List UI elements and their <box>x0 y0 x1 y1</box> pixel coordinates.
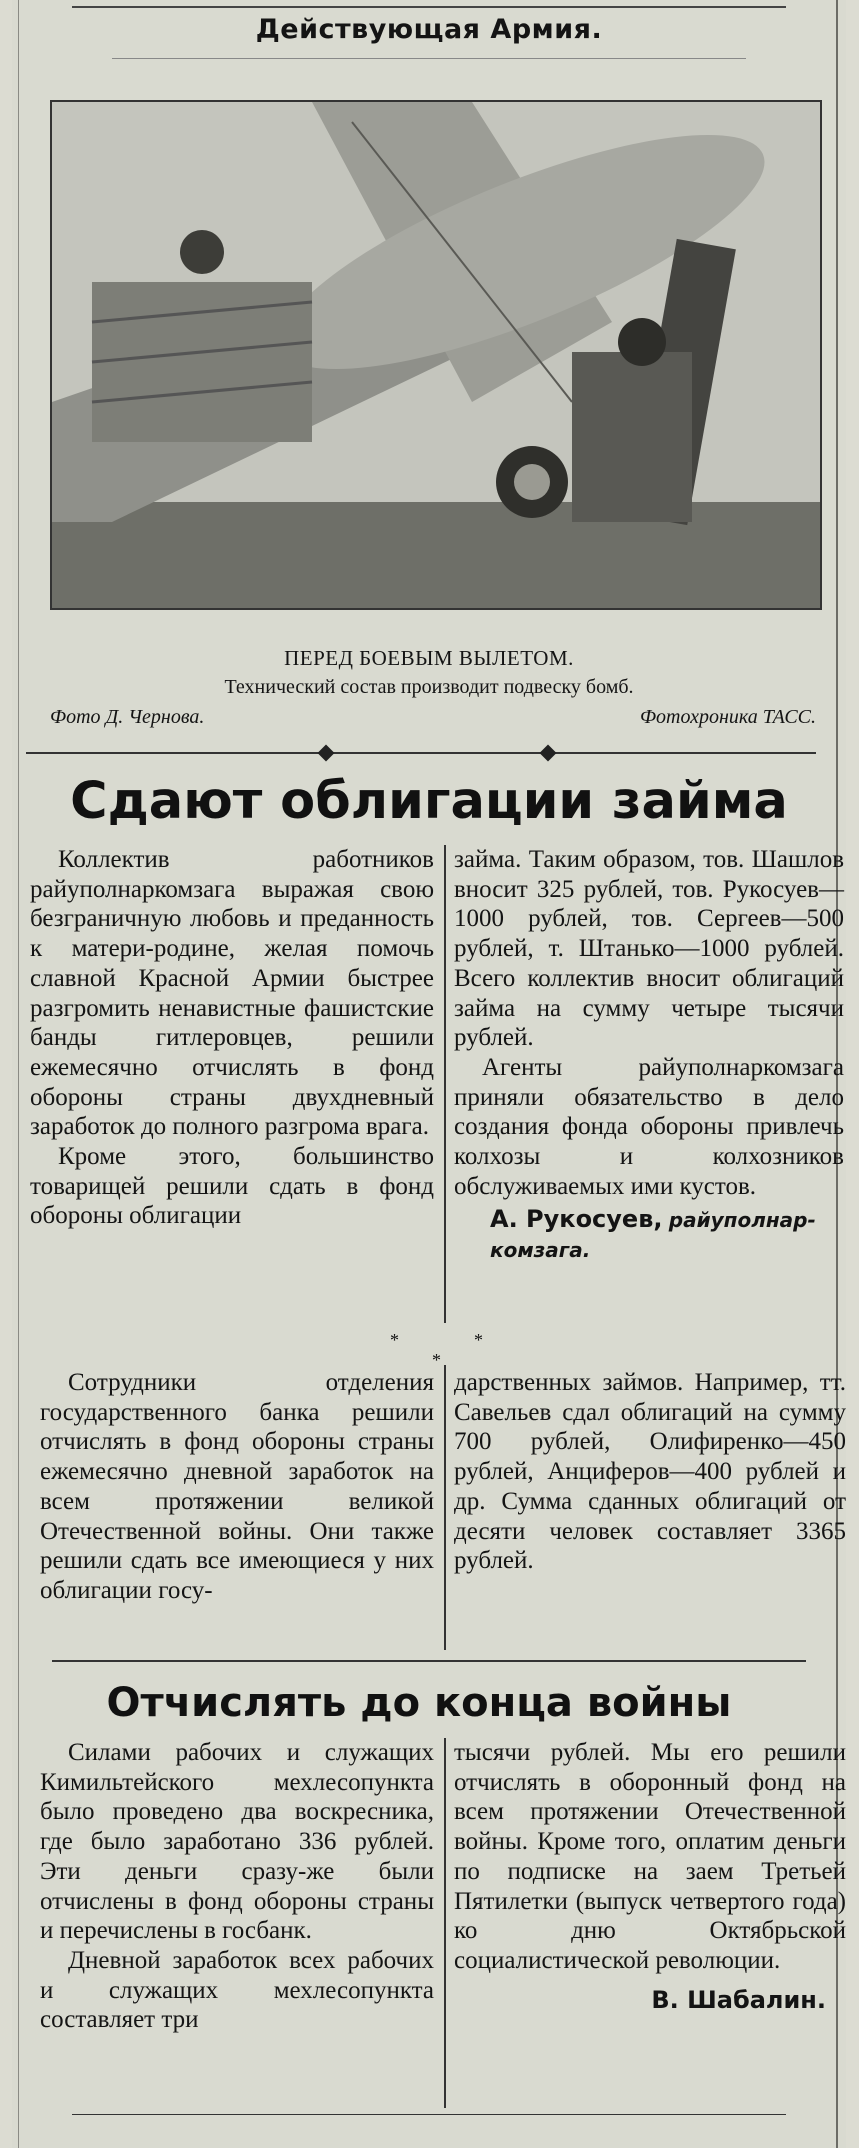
article-headline-war: Отчислять до конца войны <box>106 1680 732 1726</box>
article2-left-column <box>40 1368 434 1606</box>
column-rule <box>444 1365 446 1650</box>
airplane-illustration <box>52 102 820 608</box>
section-divider <box>52 1660 806 1662</box>
article1-paragraph: Коллектив работников райуполнаркомзага выражая свою безграничную любовь и преданность к матери-родине, желая помочь славной Красной Армии быстрее разгромить ненавистные фашистские банды гитлеровцев, решили ежемесячно отчислять в фонд обороны страны двухдневный заработок до полного разгрома врага. <box>30 846 434 1141</box>
article1-signature: А. Рукосуев, <box>490 1205 663 1234</box>
article3-paragraph: Силами рабочих и служащих Кимильтейского мехлесопункта было проведено два воскресника, где было заработано 336 рублей. Эти деньги сразу-же были отчислены в фонд обороны страны и перечислены в госбанк. <box>40 1739 434 1945</box>
article3-left-column <box>40 1738 434 2035</box>
heading-underline <box>112 58 746 59</box>
section-heading: Действующая Армия. <box>255 14 603 45</box>
photo-credit-agency: Фотохроника ТАСС. <box>639 706 816 728</box>
article3-paragraph: тысячи рублей. Мы его решили отчислять в оборонный фонд на всем протяжении Отечественной войны. Кроме того, оплатим деньги по подписке на заем Третьей Пятилетки (выпуск четвертого года) ко дню Октябрьской социалистической революции. <box>454 1739 846 1974</box>
photo-caption-title: ПЕРЕД БОЕВЫМ ВЫЛЕТОМ. <box>284 646 574 670</box>
divider-ornament <box>318 745 335 762</box>
article-headline-bonds: Сдают облигации займа <box>70 772 788 831</box>
article1-signature-line <box>454 1205 844 1236</box>
separator-asterisk: * <box>390 1330 399 1350</box>
article1-right-column <box>454 845 844 1266</box>
article1-paragraph: займа. Таким образом, тов. Шашлов вносит 325 рублей, тов. Рукосуев—1000 рублей, тов. Сергеев—500 рублей, т. Штанько—1000 рублей. Всего коллектив вносит облигаций займа на сумму четыре тысячи рублей. <box>454 846 844 1052</box>
column-rule <box>444 845 446 1323</box>
top-rule <box>72 6 786 8</box>
article3-signature: В. Шабалин. <box>651 1985 826 2014</box>
article2-paragraph: Сотрудники отделения государственного банка решили отчислять в фонд обороны страны ежемесячно дневной заработок на всем протяжении великой Отечественной войны. Они также решили сдать все имеющиеся у них облигации госу- <box>40 1369 434 1604</box>
divider-ornament <box>540 745 557 762</box>
article1-left-column <box>30 845 434 1231</box>
article2-paragraph: дарственных займов. Например, тт. Савельев сдал облигаций на сумму 700 рублей, Олифиренко—450 рублей, Анциферов—400 рублей и др. Сумма сданных облигаций от десяти человек составляет 3365 рублей. <box>454 1369 846 1575</box>
article1-signature-role: комзага. <box>490 1238 591 1263</box>
article1-paragraph: Агенты райуполнаркомзага приняли обязательство в дело создания фонда обороны привлечь колхозы и колхозников обслуживаемых ими кустов. <box>454 1053 844 1200</box>
separator-asterisk: * <box>474 1330 483 1350</box>
left-column-rule <box>18 0 19 2148</box>
article3-paragraph: Дневной заработок всех рабочих и служащих мехлесопункта составляет три <box>40 1946 434 2034</box>
article1-paragraph: Кроме этого, большинство товарищей решили сдать в фонд обороны облигации <box>30 1143 434 1230</box>
article2-right-column <box>454 1368 846 1576</box>
bottom-divider <box>72 2114 786 2115</box>
airplane-photo <box>50 100 822 610</box>
article3-right-column <box>454 1738 846 2015</box>
photo-caption-text: Технический состав производит подвеску бомб. <box>224 676 634 698</box>
photo-credit-author: Фото Д. Чернова. <box>50 706 205 728</box>
newspaper-page <box>12 0 846 2148</box>
column-rule <box>444 1738 446 2108</box>
section-divider <box>26 752 816 754</box>
article1-signature-role-start: райуполнар- <box>668 1208 816 1233</box>
separator-asterisk: * <box>432 1350 441 1370</box>
